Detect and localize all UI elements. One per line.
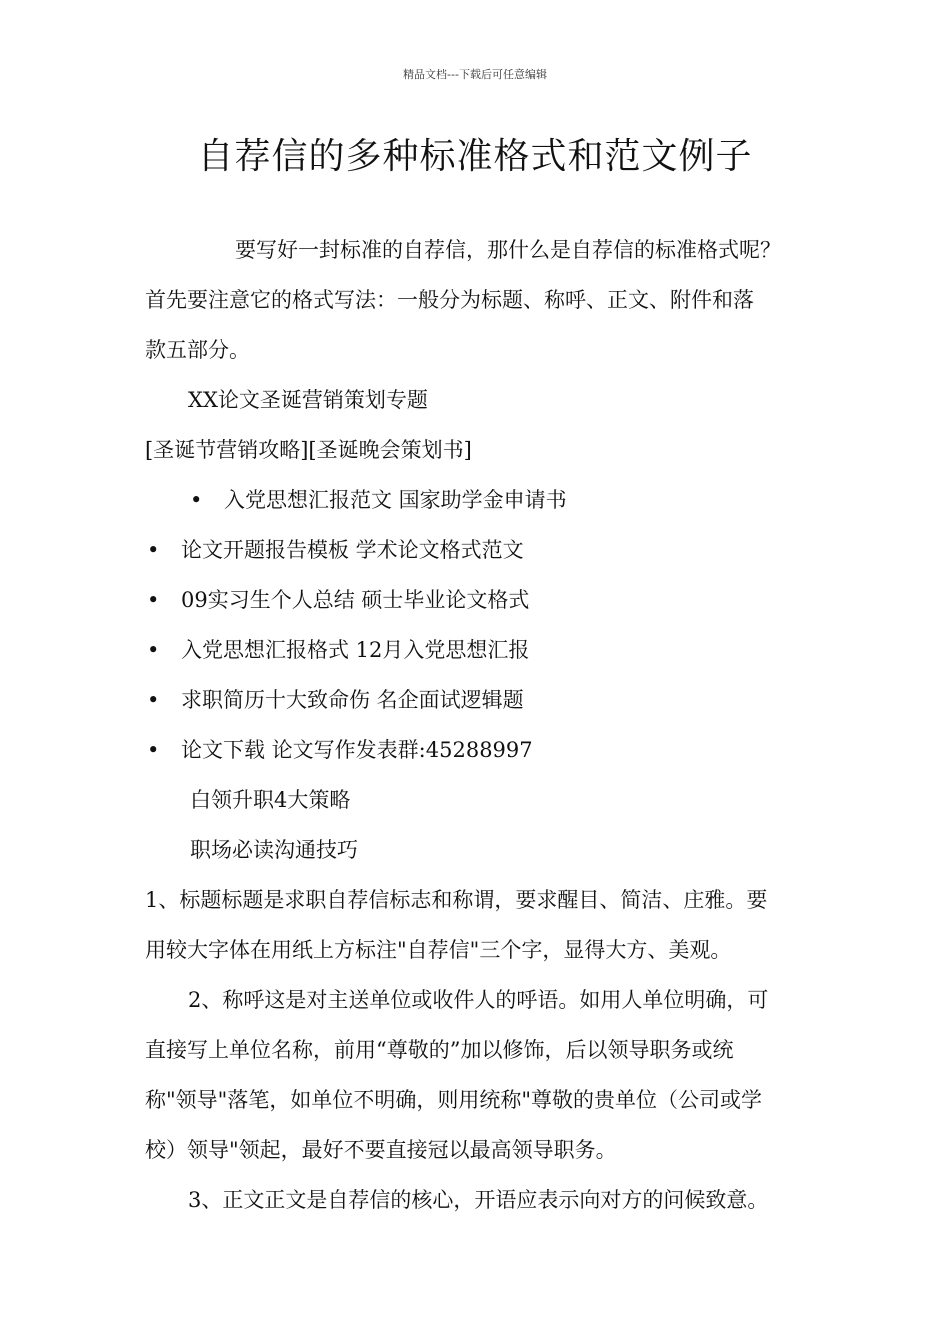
body-line: 校）领导"领起，最好不要直接冠以最高领导职务。 [145,1138,617,1162]
tags-links[interactable]: [圣诞节营销攻略][圣诞晚会策划书] [145,438,472,462]
list-item-text[interactable]: 求职简历十大致命伤 名企面试逻辑题 [181,688,524,712]
bullet-icon: • [147,688,160,712]
extra-link[interactable]: 职场必读沟通技巧 [190,838,358,862]
list-item[interactable] [190,486,567,514]
intro-line-2: 首先要注意它的格式写法：一般分为标题、称呼、正文、附件和落 [145,288,754,312]
bullet-icon: • [147,588,160,612]
list-item[interactable] [147,736,533,764]
bullet-icon: • [147,538,160,562]
extra-link[interactable]: 白领升职4大策略 [190,788,351,812]
bullet-icon: • [147,738,160,762]
intro-line-1: 要写好一封标准的自荐信，那什么是自荐信的标准格式呢？ [235,238,781,262]
intro-line-3: 款五部分。 [145,338,250,362]
list-item-text[interactable]: 入党思想汇报格式 12月入党思想汇报 [181,638,530,662]
body-line: 直接写上单位名称，前用“尊敬的”加以修饰，后以领导职务或统 [145,1038,734,1062]
body-line: 3、正文正文是自荐信的核心，开语应表示向对方的问候致意。 [188,1188,769,1212]
list-item-text[interactable]: 论文下载 论文写作发表群:45288997 [181,738,533,762]
body-line: 用较大字体在用纸上方标注"自荐信"三个字，显得大方、美观。 [145,938,732,962]
bullet-icon: • [190,488,203,512]
body-line: 2、称呼这是对主送单位或收件人的呼语。如用人单位明确，可 [188,988,769,1012]
topic-link[interactable]: XX论文圣诞营销策划专题 [188,388,428,412]
list-item-text[interactable]: 入党思想汇报范文 国家助学金申请书 [224,488,567,512]
list-item[interactable] [147,636,529,664]
bullet-icon: • [147,638,160,662]
page-header: 精品文档---下载后可任意编辑 [403,68,547,81]
body-line: 称"领导"落笔，如单位不明确，则用统称"尊敬的贵单位（公司或学 [145,1088,762,1112]
list-item-text[interactable]: 论文开题报告模板 学术论文格式范文 [181,538,524,562]
body-line: 1、标题标题是求职自荐信标志和称谓，要求醒目、简洁、庄雅。要 [145,888,768,912]
list-item[interactable] [147,586,529,614]
list-item[interactable] [147,536,524,564]
list-item[interactable] [147,686,524,714]
list-item-text[interactable]: 09实习生个人总结 硕士毕业论文格式 [181,588,530,612]
document-title: 自荐信的多种标准格式和范文例子 [197,136,753,177]
